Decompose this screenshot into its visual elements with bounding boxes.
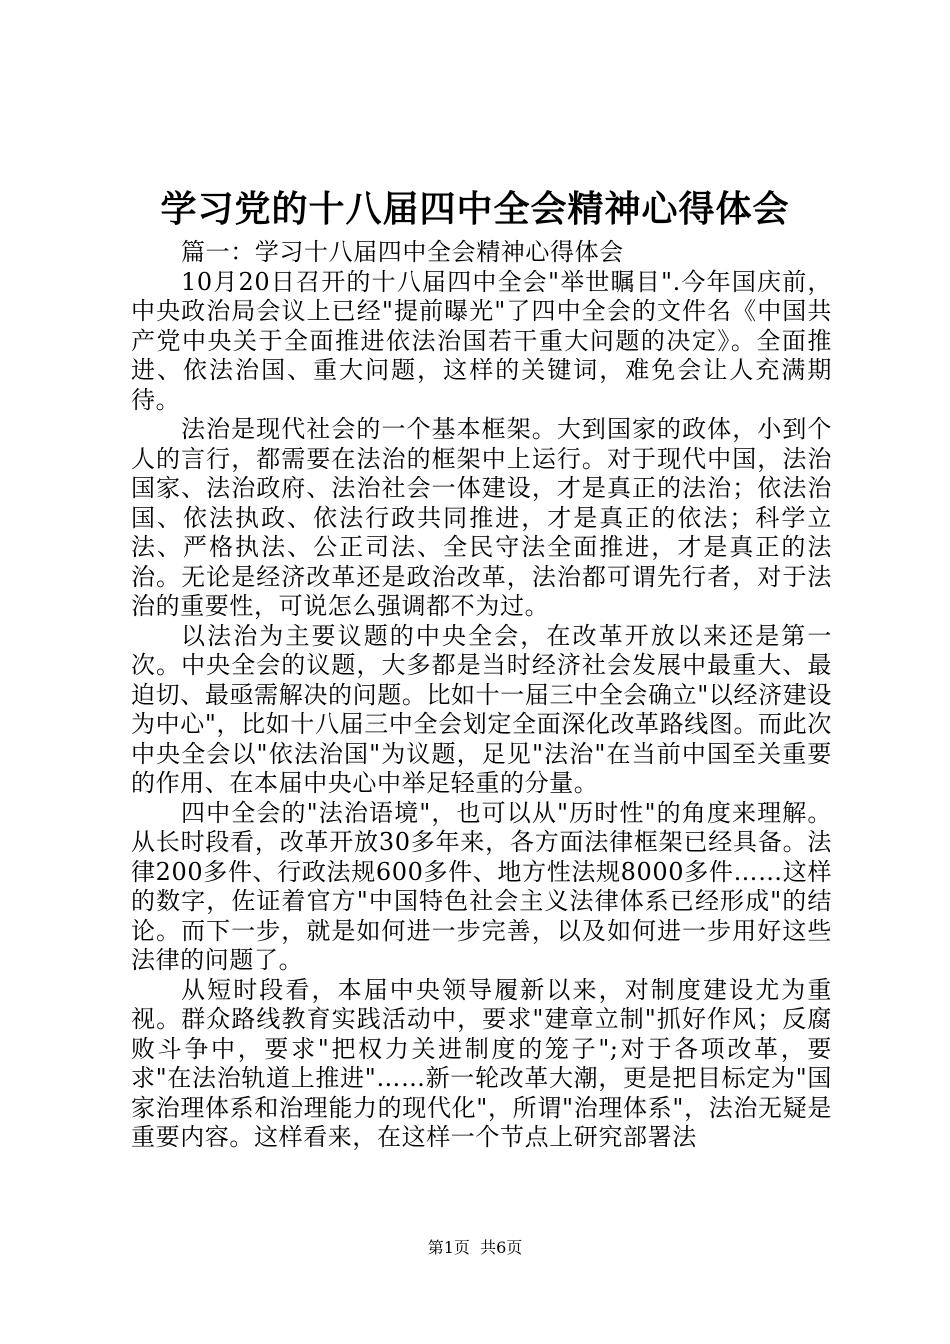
paragraph: 法治是现代社会的一个基本框架。大到国家的政体，小到个人的言行，都需要在法治的框架中上运行。对于现代中国，法治国家、法治政府、法治社会一体建设，才是真正的法治；依法治国、依法执政、依法行政共同推进，才是真正的依法；科学立法、严格执法、公正司法、全民守法全面推进，才是真正的法治。无论是经济改革还是政治改革，法治都可谓先行者，对于法治的重要性，可说怎么强调都不为过。: [131, 415, 832, 620]
page-footer: 第1页 共6页: [427, 1238, 523, 1257]
section-heading: 篇一：学习十八届四中全会精神心得体会: [181, 238, 624, 266]
paragraph: 四中全会的"法治语境"，也可以从"历时性"的角度来理解。从长时段看，改革开放30多年来，各方面法律框架已经具备。法律200多件、行政法规600多件、地方性法规8000多件……这样的数字，佐证着官方"中国特色社会主义法律体系已经形成"的结论。而下一步，就是如何进一步完善，以及如何进一步用好这些法律的问题了。: [131, 798, 832, 974]
paragraph: 从短时段看，本届中央领导履新以来，对制度建设尤为重视。群众路线教育实践活动中，要求"建章立制"抓好作风；反腐败斗争中，要求"把权力关进制度的笼子";对于各项改革，要求"在法治轨道上推进"……新一轮改革大潮，更是把目标定为"国家治理体系和治理能力的现代化"，所谓"治理体系"，法治无疑是重要内容。这样看来，在这样一个节点上研究部署法: [131, 975, 832, 1151]
paragraph: 10月20日召开的十八届四中全会"举世瞩目".今年国庆前，中央政治局会议上已经"提前曝光"了四中全会的文件名《中国共产党中央关于全面推进依法治国若干重大问题的决定》。全面推进、依法治国、重大问题，这样的关键词，难免会让人充满期待。: [131, 267, 832, 414]
paragraph: 以法治为主要议题的中央全会，在改革开放以来还是第一次。中央全会的议题，大多都是当时经济社会发展中最重大、最迫切、最亟需解决的问题。比如十一届三中全会确立"以经济建设为中心"，比如十八届三中全会划定全面深化改革路线图。而此次中央全会以"依法治国"为议题，足见"法治"在当前中国至关重要的作用、在本届中央心中举足轻重的分量。: [131, 621, 832, 797]
document-body: [131, 238, 832, 1153]
document-title: 学习党的十八届四中全会精神心得体会: [160, 189, 790, 230]
